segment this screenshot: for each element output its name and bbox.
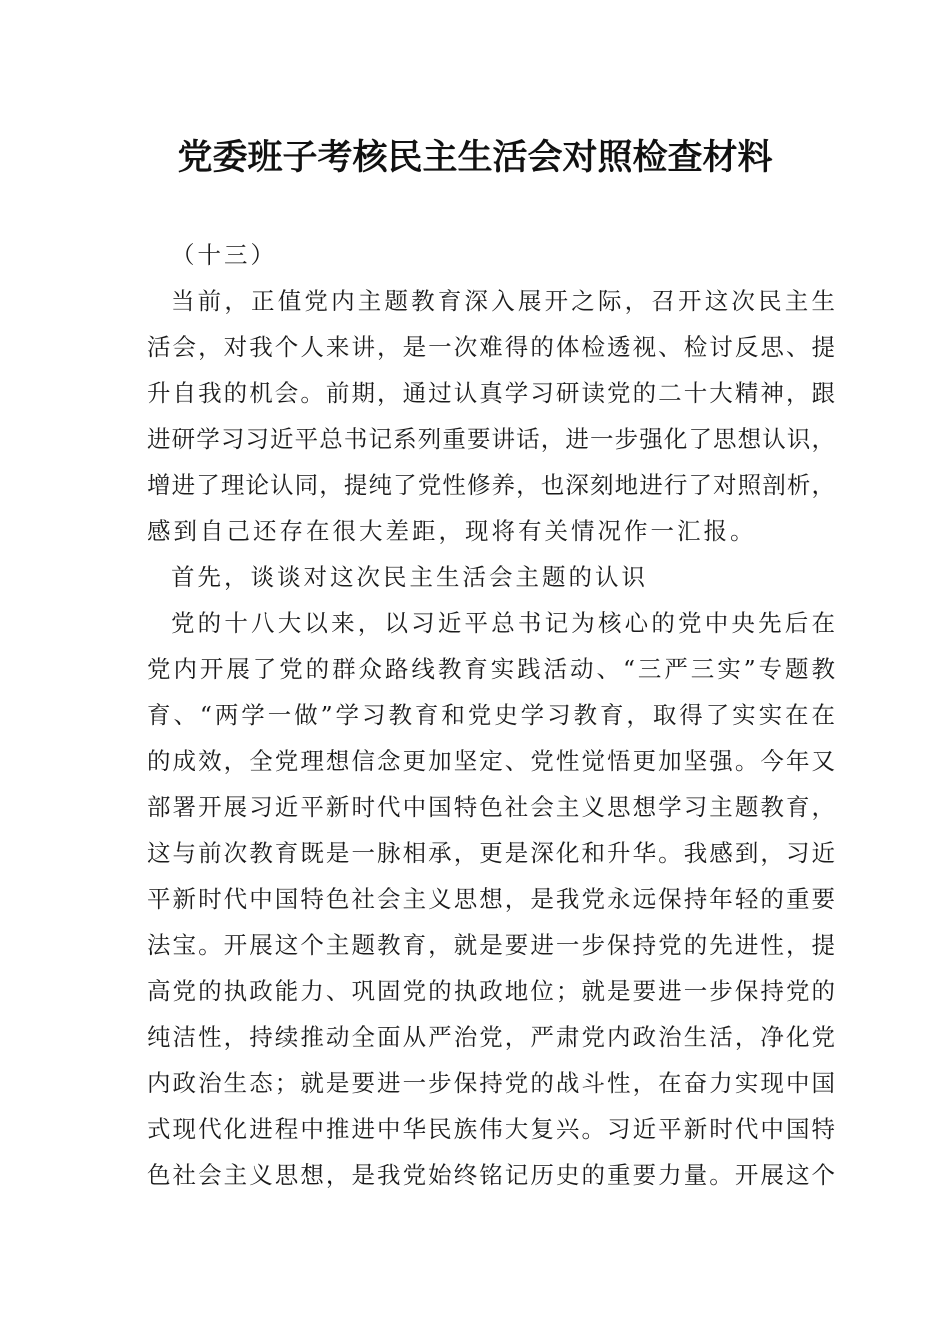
paragraph-line: 内政治生态；就是要进一步保持党的战斗性，在奋力实现中国 bbox=[147, 1069, 835, 1097]
paragraph-line: 平新时代中国特色社会主义思想，是我党永远保持年轻的重要 bbox=[147, 885, 835, 913]
paragraph-line: 活会，对我个人来讲，是一次难得的体检透视、检讨反思、提 bbox=[147, 333, 835, 361]
paragraph-line: 法宝。开展这个主题教育，就是要进一步保持党的先进性，提 bbox=[147, 931, 835, 959]
paragraph-line: 增进了理论认同，提纯了党性修养，也深刻地进行了对照剖析， bbox=[147, 471, 835, 499]
paragraph-line: 式现代化进程中推进中华民族伟大复兴。习近平新时代中国特 bbox=[147, 1115, 835, 1143]
paragraph-line: 高党的执政能力、巩固党的执政地位；就是要进一步保持党的 bbox=[147, 977, 835, 1005]
paragraph-line: 的成效，全党理想信念更加坚定、党性觉悟更加坚强。今年又 bbox=[147, 747, 835, 775]
paragraph-line: 进研学习习近平总书记系列重要讲话，进一步强化了思想认识， bbox=[147, 425, 835, 453]
paragraph-line: 党内开展了党的群众路线教育实践活动、“三严三实”专题教 bbox=[147, 655, 835, 683]
paragraph-line: 当前，正值党内主题教育深入展开之际，召开这次民主生 bbox=[171, 287, 835, 315]
document-title: 党委班子考核民主生活会对照检查材料 bbox=[177, 137, 773, 178]
paragraph-line: 部署开展习近平新时代中国特色社会主义思想学习主题教育， bbox=[147, 793, 835, 821]
paragraph-line: 这与前次教育既是一脉相承，更是深化和升华。我感到，习近 bbox=[147, 839, 835, 867]
paragraph-line: 升自我的机会。前期，通过认真学习研读党的二十大精神，跟 bbox=[147, 379, 835, 407]
paragraph-line: 感到自己还存在很大差距，现将有关情况作一汇报。 bbox=[147, 517, 757, 545]
section-heading: 首先，谈谈对这次民主生活会主题的认识 bbox=[171, 563, 648, 591]
paragraph-line: 党的十八大以来，以习近平总书记为核心的党中央先后在 bbox=[171, 609, 835, 637]
document-body bbox=[147, 232, 835, 1198]
paragraph-line: 色社会主义思想，是我党始终铭记历史的重要力量。开展这个 bbox=[147, 1161, 835, 1189]
paragraph-line: 纯洁性，持续推动全面从严治党，严肃党内政治生活，净化党 bbox=[147, 1023, 835, 1051]
section-number: （十三） bbox=[171, 241, 277, 269]
paragraph-line: 育、“两学一做”学习教育和党史学习教育，取得了实实在在 bbox=[147, 701, 835, 729]
